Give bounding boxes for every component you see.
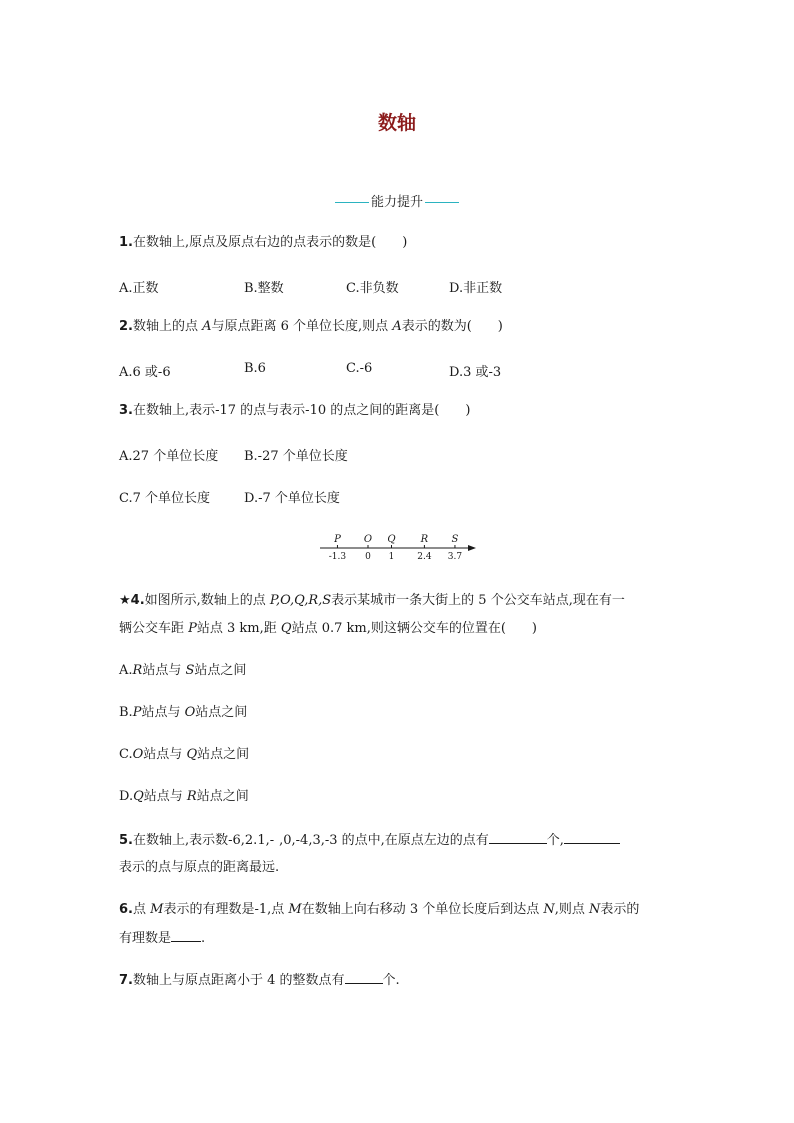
question-1: [119, 234, 407, 252]
tick-value-label: 2.4: [417, 552, 432, 562]
tick-value-label: -1.3: [328, 552, 347, 562]
stem-text: 表示的: [600, 902, 640, 917]
option-text: 站点与: [142, 663, 186, 678]
stem-text: 点: [132, 902, 151, 917]
answer-blank[interactable]: [171, 929, 201, 942]
point-label-R: R: [420, 534, 429, 545]
point-variable: Q: [133, 789, 144, 804]
stem-text: 在数轴上,表示数-6,2.1,-: [132, 833, 275, 848]
option-d: [119, 788, 249, 806]
answer-blank[interactable]: [345, 971, 383, 984]
stem-text: 站点 0.7 km,则这辆公交车的位置在( ): [291, 621, 537, 636]
point-label-S: S: [451, 534, 459, 545]
point-variable: M: [288, 902, 302, 917]
question-7: [119, 971, 400, 990]
option-b: [119, 704, 247, 722]
stem-text: 表示的点与原点的距离最远.: [119, 860, 280, 875]
question-4-line-1: [119, 592, 625, 610]
option-b: B.6: [244, 361, 266, 376]
point-variable: P: [188, 621, 197, 636]
point-variable: Q: [280, 621, 292, 636]
stem-text: 表示的有理数是-1,点: [163, 902, 289, 917]
option-b: B.整数: [244, 281, 284, 296]
option-prefix: B.: [119, 705, 133, 720]
right-rule: [425, 202, 459, 203]
point-variable: O: [184, 705, 196, 720]
point-variable: R: [186, 789, 197, 804]
option-prefix: D.: [119, 789, 134, 804]
option-c: [119, 746, 249, 764]
question-2: [119, 318, 503, 336]
stem-text: 个,: [546, 833, 564, 848]
stem-text: 如图所示,数轴上的点: [144, 593, 270, 608]
option-text: 站点之间: [196, 789, 249, 804]
question-5-line-1: [119, 831, 620, 850]
option-c: C.-6: [346, 361, 373, 376]
stem-text: 表示某城市一条大街上的 5 个公交车站点,现在有一: [331, 593, 625, 608]
option-text: 站点之间: [195, 705, 248, 720]
question-number: 2.: [119, 319, 133, 334]
tick-value-label: 3.7: [447, 552, 463, 562]
point-label-O: O: [363, 534, 373, 545]
option-text: 站点与: [141, 705, 185, 720]
point-variable: Q: [186, 747, 198, 762]
axis-arrow: [468, 545, 476, 551]
stem-text: 与原点距离 6 个单位长度,则点: [211, 319, 393, 334]
question-4-line-2: [119, 620, 537, 638]
axis-values: [329, 552, 463, 562]
question-number: 6.: [119, 902, 133, 917]
stem-text: ,则点: [554, 902, 589, 917]
option-d: D.-7 个单位长度: [244, 491, 340, 506]
point-variable: N: [589, 902, 601, 917]
question-6-line-1: [119, 901, 639, 919]
point-label-Q: Q: [387, 534, 396, 545]
axis-letters: [333, 534, 458, 545]
question-number: 7.: [119, 973, 133, 988]
question-number: ★4.: [119, 593, 145, 608]
option-d: D.3 或-3: [449, 365, 502, 380]
question-number: 1.: [119, 235, 133, 250]
section-heading: [0, 191, 794, 210]
option-prefix: A.: [119, 663, 133, 678]
answer-blank[interactable]: [564, 831, 620, 844]
option-b: B.-27 个单位长度: [244, 449, 348, 464]
point-variable: P: [132, 705, 142, 720]
point-variable: O: [132, 747, 144, 762]
point-label-P: P: [334, 534, 341, 545]
option-c: C.非负数: [346, 281, 399, 296]
option-text: 站点之间: [194, 663, 247, 678]
point-variable: N: [543, 902, 555, 917]
option-a: [119, 662, 246, 680]
option-a: A.27 个单位长度: [119, 449, 219, 464]
option-prefix: C.: [119, 747, 133, 762]
point-variables: P,O,Q,R,S: [269, 593, 332, 608]
question-6-line-2: [119, 929, 205, 948]
option-a: A.正数: [119, 281, 159, 296]
point-variable: M: [150, 902, 164, 917]
option-d: D.非正数: [449, 281, 503, 296]
question-stem: 在数轴上,表示-17 的点与表示-10 的点之间的距离是( ): [132, 403, 471, 418]
number-line-figure: [316, 530, 480, 564]
stem-text: 表示的数为( ): [401, 319, 503, 334]
question-5-line-2: [119, 859, 279, 877]
stem-text: 在数轴上向右移动 3 个单位长度后到达点: [301, 902, 544, 917]
tick-value-label: 1: [388, 552, 395, 562]
tick-value-label: 0: [365, 552, 371, 562]
stem-text: ,0,-4,3,-3 的点中,在原点左边的点有: [279, 833, 489, 848]
option-a: A.6 或-6: [119, 365, 171, 380]
question-number: 5.: [119, 833, 133, 848]
point-variable: R: [132, 663, 143, 678]
stem-text: 数轴上的点: [132, 319, 203, 334]
option-text: 站点与: [143, 789, 187, 804]
page-title: 数轴: [377, 112, 416, 134]
stem-text: 站点 3 km,距: [196, 621, 281, 636]
stem-text: .: [201, 931, 206, 946]
question-number: 3.: [119, 403, 133, 418]
point-variable: A: [392, 319, 402, 334]
stem-text: 个.: [382, 973, 400, 988]
stem-text: 辆公交车距: [119, 621, 189, 636]
point-variable: A: [202, 319, 212, 334]
point-variable: S: [185, 663, 195, 678]
option-text: 站点与: [143, 747, 187, 762]
answer-blank[interactable]: [489, 831, 547, 844]
option-text: 站点之间: [197, 747, 250, 762]
stem-text: 有理数是: [119, 931, 172, 946]
left-rule: [335, 202, 369, 203]
question-stem: 在数轴上,原点及原点右边的点表示的数是( ): [132, 235, 408, 250]
option-c: C.7 个单位长度: [119, 491, 211, 506]
stem-text: 数轴上与原点距离小于 4 的整数点有: [132, 973, 345, 988]
section-label: 能力提升: [370, 195, 423, 210]
question-3: [119, 402, 470, 420]
